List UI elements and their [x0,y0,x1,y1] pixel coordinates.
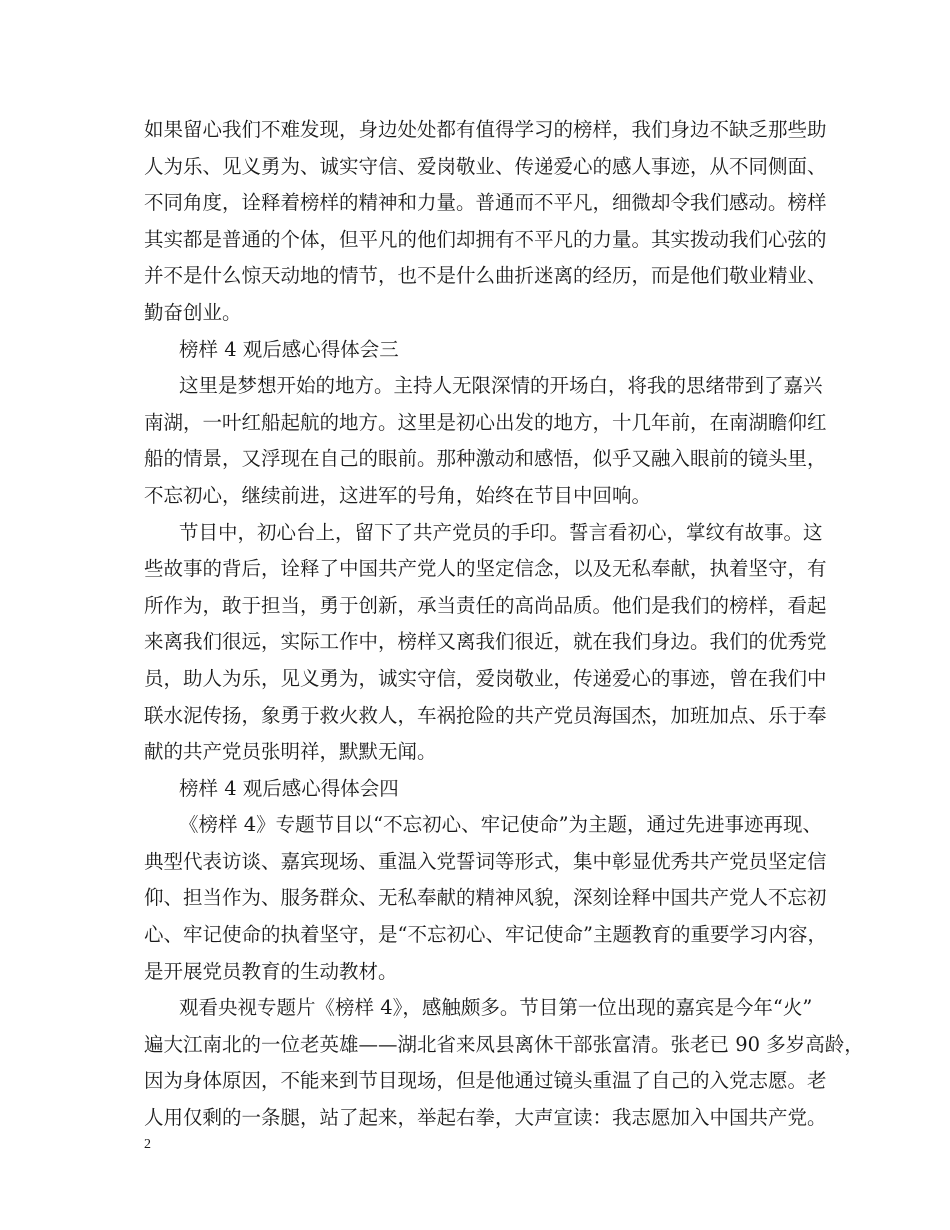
text-line: 观看央视专题片《榜样 4》，感触颇多。节目第一位出现的嘉宾是今年“火” [179,996,813,1020]
text-line: 不忘初心，继续前进，这进军的号角，始终在节目中回响。 [144,483,652,507]
text-line: 联水泥传扬，象勇于救火救人，车祸抢险的共产党员海国杰，加班加点、乐于奉 [144,703,827,727]
text-line: 并不是什么惊天动地的情节，也不是什么曲折迷离的经历，而是他们敬业精业、 [144,264,827,288]
text-line: 节目中，初心台上，留下了共产党员的手印。誓言看初心，掌纹有故事。这 [179,520,823,544]
text-line: 《榜样 4》专题节目以“不忘初心、牢记使命”为主题，通过先进事迹再现、 [179,813,823,837]
text-line: 员，助人为乐，见义勇为，诚实守信，爱岗敬业，传递爱心的事迹，曾在我们中 [144,666,827,690]
text-line: 是开展党员教育的生动教材。 [144,959,398,983]
text-line: 仰、担当作为、服务群众、无私奉献的精神风貌，深刻诠释中国共产党人不忘初 [144,886,827,910]
text-line: 人为乐、见义勇为、诚实守信、爱岗敬业、传递爱心的感人事迹，从不同侧面、 [144,154,827,178]
text-line: 其实都是普通的个体，但平凡的他们却拥有不平凡的力量。其实拨动我们心弦的 [144,227,827,251]
text-line: 船的情景，又浮现在自己的眼前。那种激动和感悟，似乎又融入眼前的镜头里， [144,447,827,471]
document-body [144,112,864,1137]
text-line: 所作为，敢于担当，勇于创新，承当责任的高尚品质。他们是我们的榜样，看起 [144,593,827,617]
text-line: 不同角度，诠释着榜样的精神和力量。普通而不平凡，细微却令我们感动。榜样 [144,191,827,215]
text-line: 如果留心我们不难发现，身边处处都有值得学习的榜样，我们身边不缺乏那些助 [144,118,827,141]
text-line: 心、牢记使命的执着坚守，是“不忘初心、牢记使命”主题教育的重要学习内容， [144,923,827,947]
text-line: 人用仅剩的一条腿，站了起来，举起右拳，大声宣读：我志愿加入中国共产党。 [144,1106,827,1130]
page-number: 2 [144,1137,151,1152]
section-heading: 榜样 4 观后感心得体会四 [179,776,399,800]
text-line: 南湖，一叶红船起航的地方。这里是初心出发的地方，十几年前，在南湖瞻仰红 [144,410,827,434]
text-line: 遍大江南北的一位老英雄——湖北省来凤县离休干部张富清。张老已 90 多岁高龄， [144,1032,864,1056]
text-line: 因为身体原因，不能来到节目现场，但是他通过镜头重温了自己的入党志愿。老 [144,1069,827,1093]
text-line: 些故事的背后，诠释了中国共产党人的坚定信念，以及无私奉献，执着坚守，有 [144,557,827,581]
section-heading: 榜样 4 观后感心得体会三 [179,337,399,361]
text-line: 来离我们很远，实际工作中，榜样又离我们很近，就在我们身边。我们的优秀党 [144,630,827,654]
text-line: 这里是梦想开始的地方。主持人无限深情的开场白，将我的思绪带到了嘉兴 [179,374,823,398]
text-line: 献的共产党员张明祥，默默无闻。 [144,740,437,764]
text-line: 典型代表访谈、嘉宾现场、重温入党誓词等形式，集中彰显优秀共产党员坚定信 [144,849,827,873]
text-line: 勤奋创业。 [144,300,242,324]
